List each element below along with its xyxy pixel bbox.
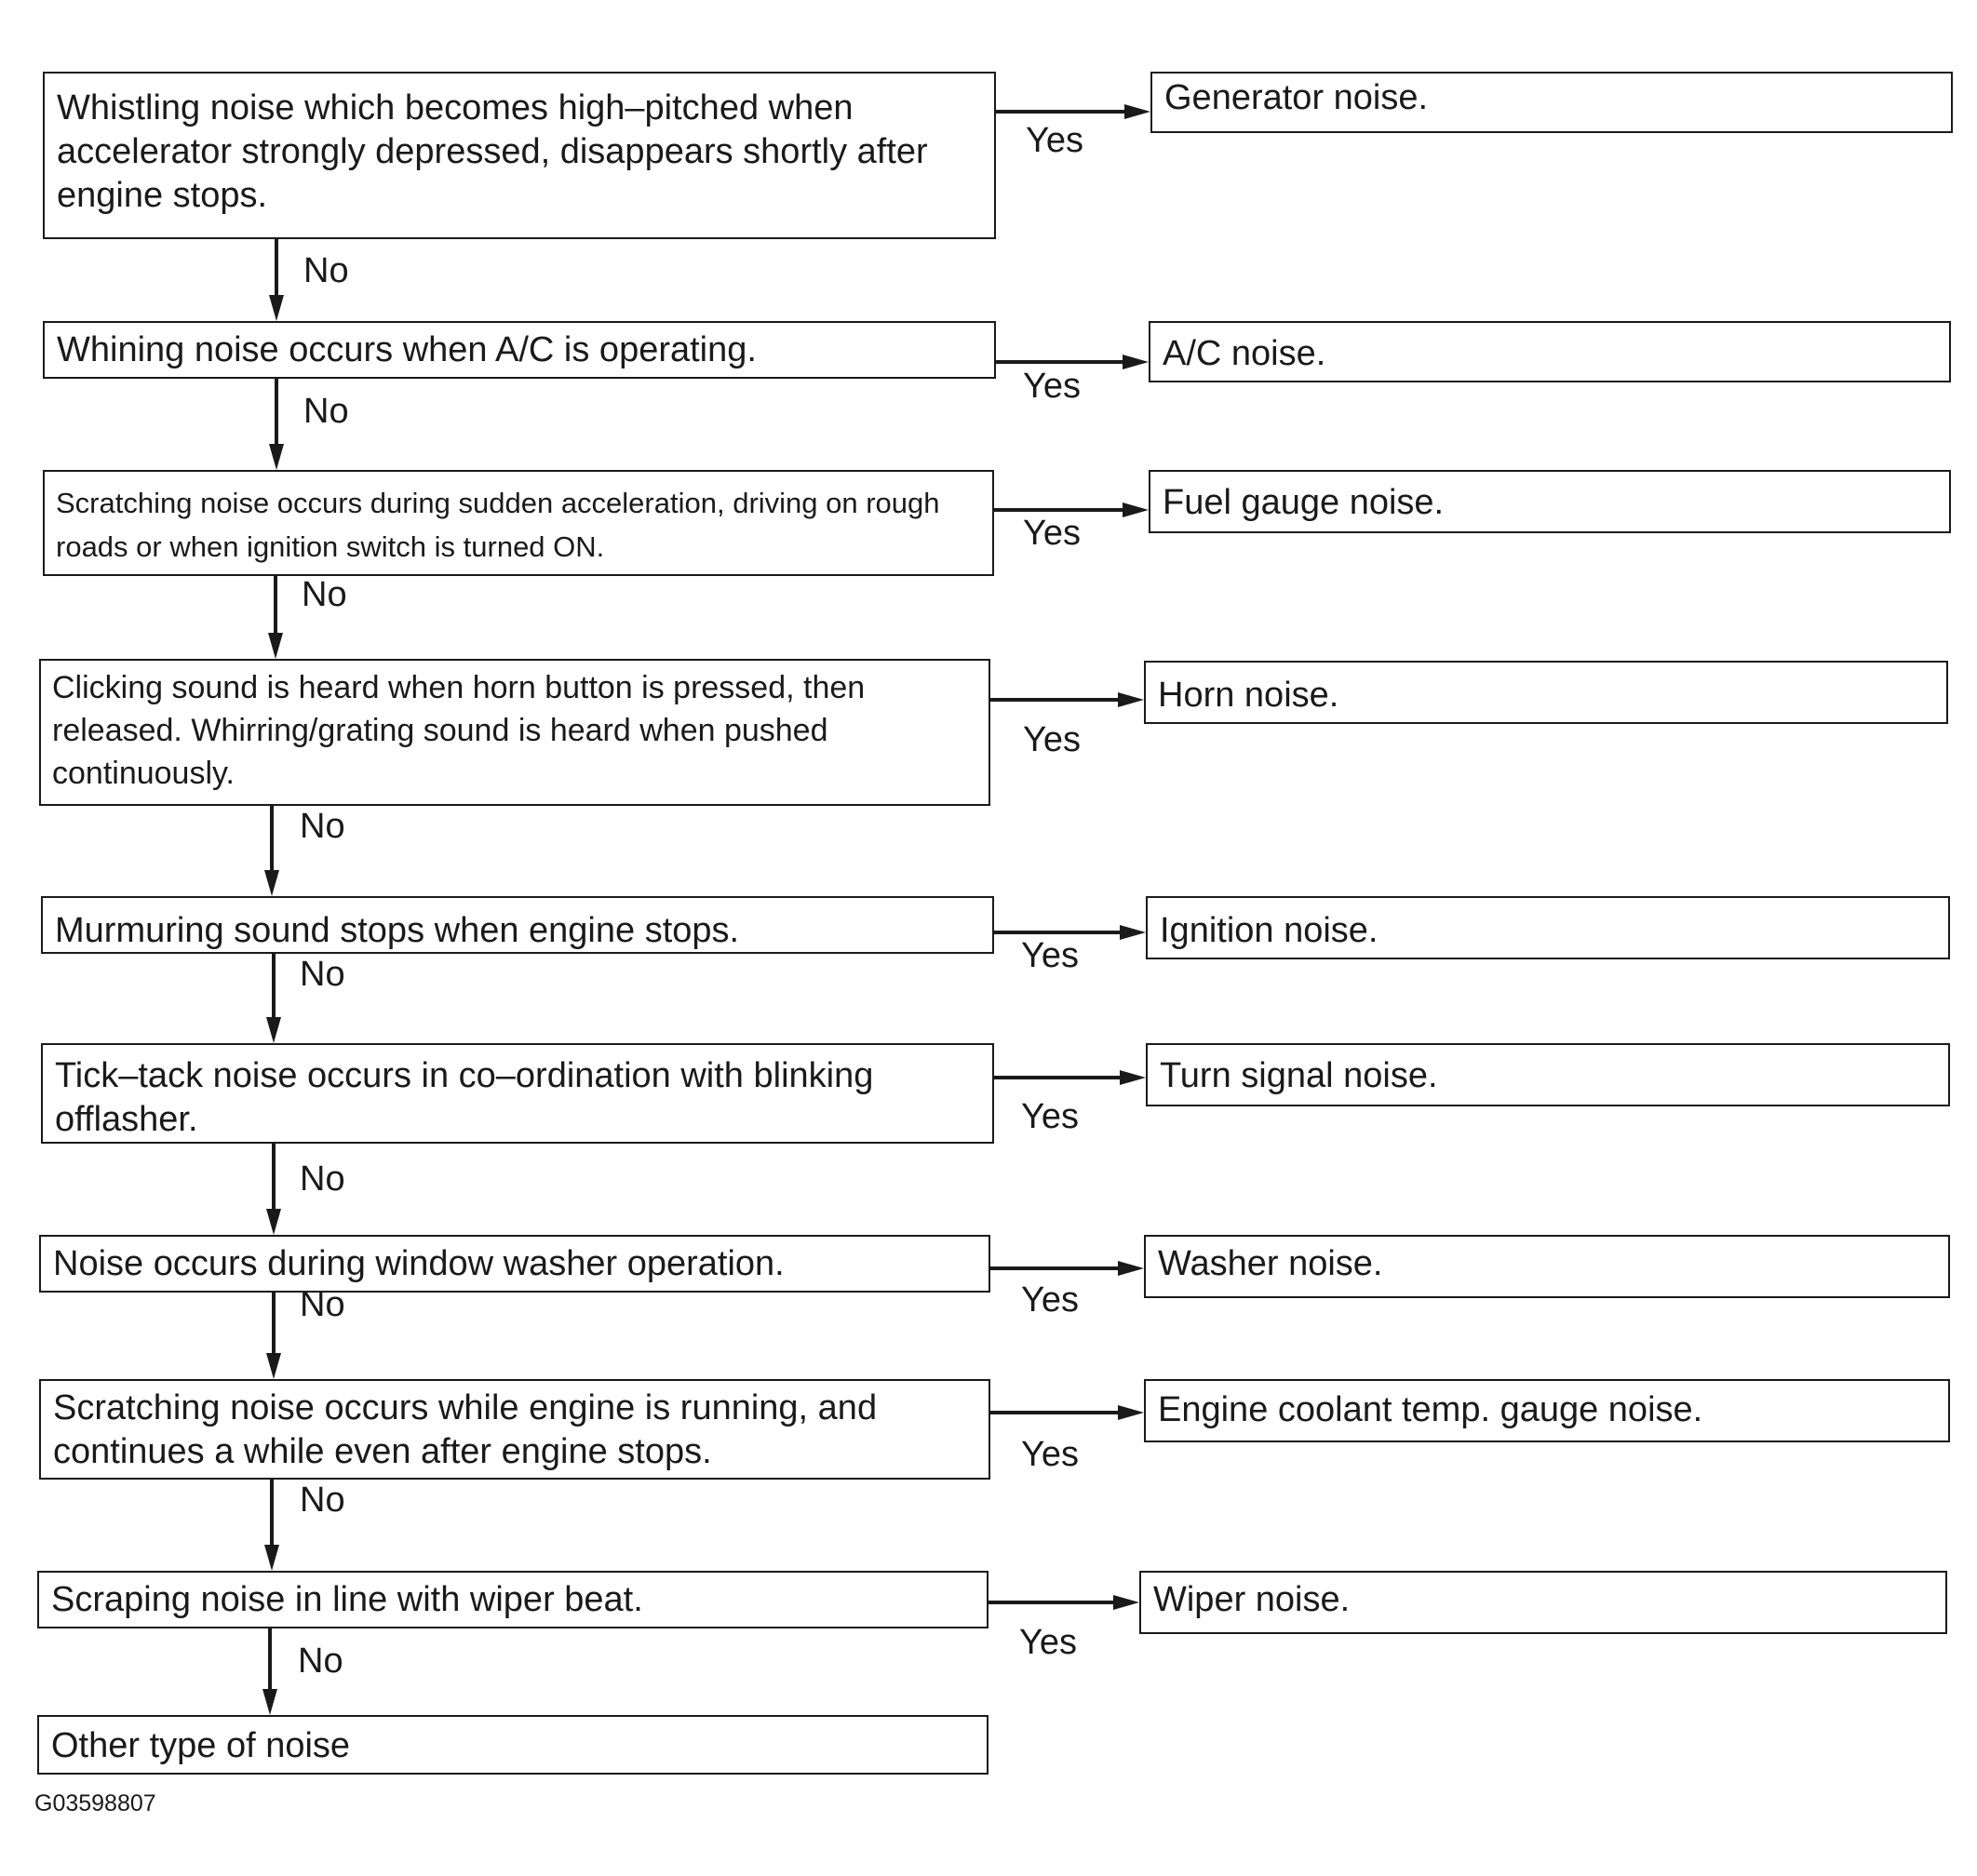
question-box-clicking-horn bbox=[39, 659, 990, 806]
question-text: Noise occurs during window washer operation. bbox=[53, 1244, 785, 1283]
yes-label: Yes bbox=[1026, 121, 1083, 160]
no-label: No bbox=[303, 392, 349, 431]
yes-label: Yes bbox=[1021, 1097, 1079, 1136]
question-box-scratching-engine bbox=[39, 1379, 990, 1480]
question-text: Clicking sound is heard when horn button is pressed, then released. Whirring/grating sound is heard when pushed continuously. bbox=[52, 670, 866, 791]
no-arrowhead bbox=[266, 1209, 281, 1235]
yes-label: Yes bbox=[1019, 1623, 1077, 1662]
no-arrowhead bbox=[268, 633, 283, 659]
no-label: No bbox=[300, 1481, 345, 1520]
question-text: Tick–tack noise occurs in co–ordination with blinking offlasher. bbox=[55, 1056, 874, 1139]
yes-arrowhead bbox=[1118, 1261, 1144, 1276]
no-label: No bbox=[300, 955, 345, 994]
question-box-tick-tack bbox=[41, 1043, 994, 1144]
yes-label: Yes bbox=[1023, 367, 1081, 406]
yes-label: Yes bbox=[1023, 720, 1081, 759]
no-arrowhead bbox=[269, 295, 284, 321]
yes-arrowhead bbox=[1118, 692, 1144, 707]
result-box-washer bbox=[1144, 1235, 1950, 1298]
result-text: Horn noise. bbox=[1158, 676, 1339, 715]
no-arrowhead bbox=[266, 1017, 281, 1043]
result-box-coolant-gauge bbox=[1144, 1379, 1950, 1442]
no-label: No bbox=[298, 1642, 343, 1681]
no-label: No bbox=[303, 251, 349, 290]
yes-arrowhead bbox=[1118, 1405, 1144, 1420]
result-box-wiper bbox=[1139, 1571, 1947, 1634]
result-text: Engine coolant temp. gauge noise. bbox=[1158, 1390, 1703, 1429]
question-text: Scratching noise occurs during sudden acceleration, driving on rough roads or when ignition switch is turned ON. bbox=[56, 487, 940, 563]
result-box-ac bbox=[1149, 321, 1951, 382]
result-box-horn bbox=[1144, 661, 1948, 724]
result-text: Ignition noise. bbox=[1160, 911, 1379, 950]
result-text: Fuel gauge noise. bbox=[1163, 483, 1445, 522]
question-box-scraping-wiper bbox=[37, 1571, 988, 1628]
no-arrowhead bbox=[262, 1689, 277, 1715]
no-label: No bbox=[300, 1285, 345, 1324]
no-arrowhead bbox=[264, 1545, 279, 1571]
no-label: No bbox=[300, 807, 345, 846]
result-text: Generator noise. bbox=[1164, 78, 1429, 117]
question-box-window-washer bbox=[39, 1235, 990, 1293]
figure-id: G03598807 bbox=[34, 1790, 156, 1816]
no-arrowhead bbox=[266, 1353, 281, 1379]
yes-arrowhead bbox=[1123, 355, 1149, 369]
question-box-whistling bbox=[43, 72, 996, 239]
result-text: A/C noise. bbox=[1163, 334, 1326, 373]
no-arrowhead bbox=[269, 444, 284, 470]
question-box-murmuring bbox=[41, 896, 994, 954]
yes-label: Yes bbox=[1021, 1280, 1079, 1320]
yes-arrowhead bbox=[1123, 502, 1149, 517]
question-text: Murmuring sound stops when engine stops. bbox=[55, 911, 740, 950]
result-text: Washer noise. bbox=[1158, 1244, 1383, 1283]
result-box-ignition bbox=[1146, 896, 1950, 959]
final-text: Other type of noise bbox=[51, 1726, 351, 1765]
no-arrowhead bbox=[264, 870, 279, 896]
no-label: No bbox=[300, 1159, 345, 1199]
yes-arrowhead bbox=[1120, 925, 1146, 940]
result-text: Wiper noise. bbox=[1153, 1580, 1351, 1619]
yes-arrowhead bbox=[1124, 104, 1150, 119]
yes-label: Yes bbox=[1023, 514, 1081, 553]
yes-arrowhead bbox=[1120, 1070, 1146, 1085]
result-text: Turn signal noise. bbox=[1160, 1056, 1438, 1095]
result-box-generator bbox=[1150, 72, 1953, 133]
question-box-scratching-acceleration bbox=[43, 470, 994, 576]
result-box-fuel-gauge bbox=[1149, 470, 1951, 533]
final-box-other-noise bbox=[37, 1715, 988, 1775]
question-text: Whining noise occurs when A/C is operating. bbox=[57, 330, 757, 369]
question-box-whining bbox=[43, 321, 996, 379]
yes-arrowhead bbox=[1113, 1595, 1139, 1610]
result-box-turn-signal bbox=[1146, 1043, 1950, 1106]
yes-label: Yes bbox=[1021, 1435, 1079, 1474]
question-text: Scraping noise in line with wiper beat. bbox=[51, 1580, 643, 1619]
question-text: Scratching noise occurs while engine is running, and continues a while even after engine stops. bbox=[53, 1388, 878, 1471]
no-label: No bbox=[302, 575, 347, 614]
yes-label: Yes bbox=[1021, 936, 1079, 975]
question-text: Whistling noise which becomes high–pitched when accelerator strongly depressed, disappears shortly after engine stops. bbox=[57, 88, 928, 215]
